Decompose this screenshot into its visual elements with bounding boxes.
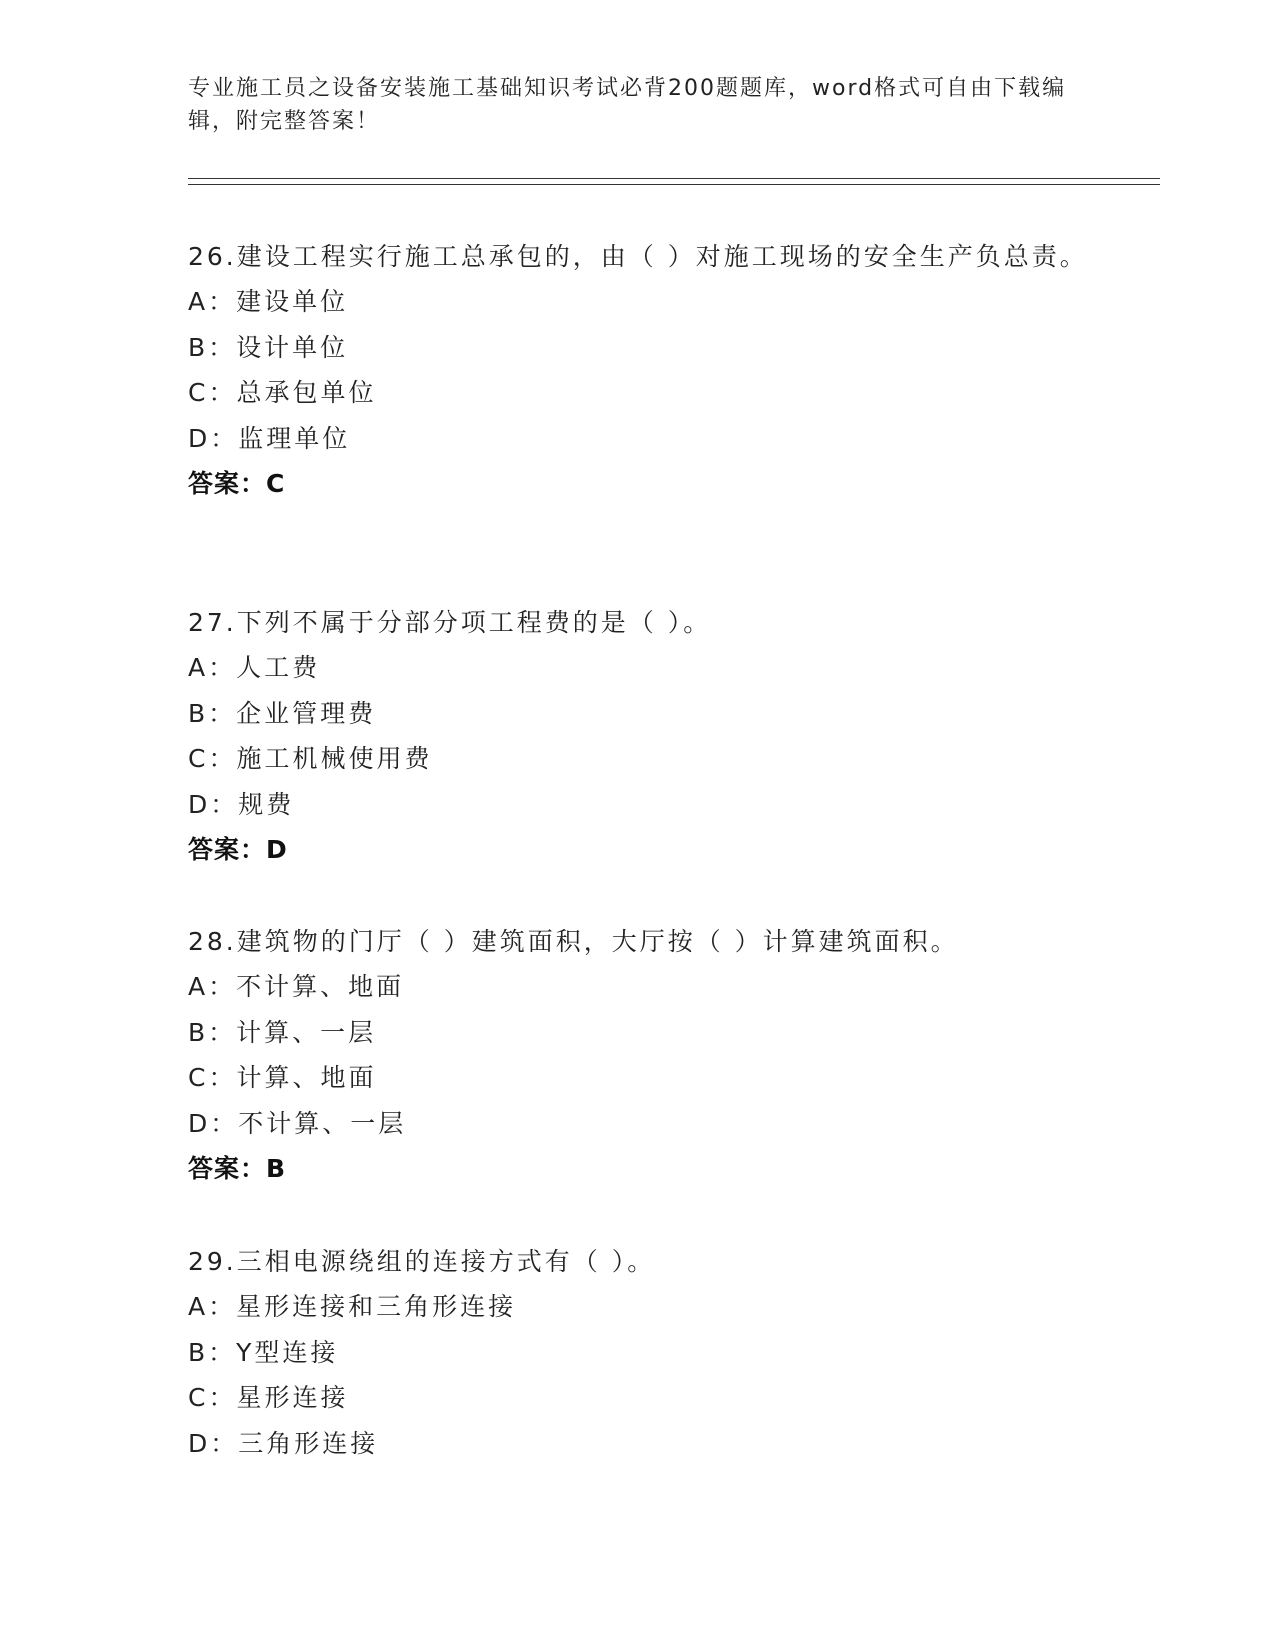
option-b: B：计算、一层	[188, 1017, 377, 1047]
header-divider-bottom	[188, 184, 1160, 185]
question-stem: 29.三相电源绕组的连接方式有（ ）。	[188, 1247, 656, 1276]
question-stem: 28.建筑物的门厅（ ）建筑面积，大厅按（ ）计算建筑面积。	[188, 927, 959, 956]
question-stem: 26.建设工程实行施工总承包的，由（ ）对施工现场的安全生产负总责。	[188, 242, 1088, 271]
question-stem: 27.下列不属于分部分项工程费的是（ ）。	[188, 608, 712, 637]
question-26	[188, 234, 1088, 507]
answer: 答案：B	[188, 1154, 287, 1183]
option-d: D：不计算、一层	[188, 1108, 407, 1138]
option-a: A：人工费	[188, 653, 321, 682]
option-c: C：总承包单位	[188, 378, 377, 407]
option-c: C：计算、地面	[188, 1063, 377, 1092]
option-b: B：设计单位	[188, 332, 349, 362]
question-29	[188, 1239, 1088, 1466]
option-d: D：规费	[188, 789, 295, 819]
option-a: A：不计算、地面	[188, 972, 405, 1001]
question-27	[188, 600, 1088, 873]
option-c: C：施工机械使用费	[188, 744, 433, 773]
question-28	[188, 919, 1088, 1192]
answer: 答案：C	[188, 469, 286, 498]
option-a: A：建设单位	[188, 287, 349, 316]
option-b: B：Y型连接	[188, 1337, 339, 1367]
option-a: A：星形连接和三角形连接	[188, 1292, 517, 1321]
answer: 答案：D	[188, 835, 288, 864]
option-d: D：三角形连接	[188, 1428, 379, 1458]
document-header: 专业施工员之设备安装施工基础知识考试必背200题题库，word格式可自由下载编辑，附完整答案！	[188, 76, 1067, 134]
header-divider-top	[188, 178, 1160, 179]
option-b: B：企业管理费	[188, 698, 377, 728]
option-d: D：监理单位	[188, 423, 351, 453]
option-c: C：星形连接	[188, 1383, 349, 1412]
